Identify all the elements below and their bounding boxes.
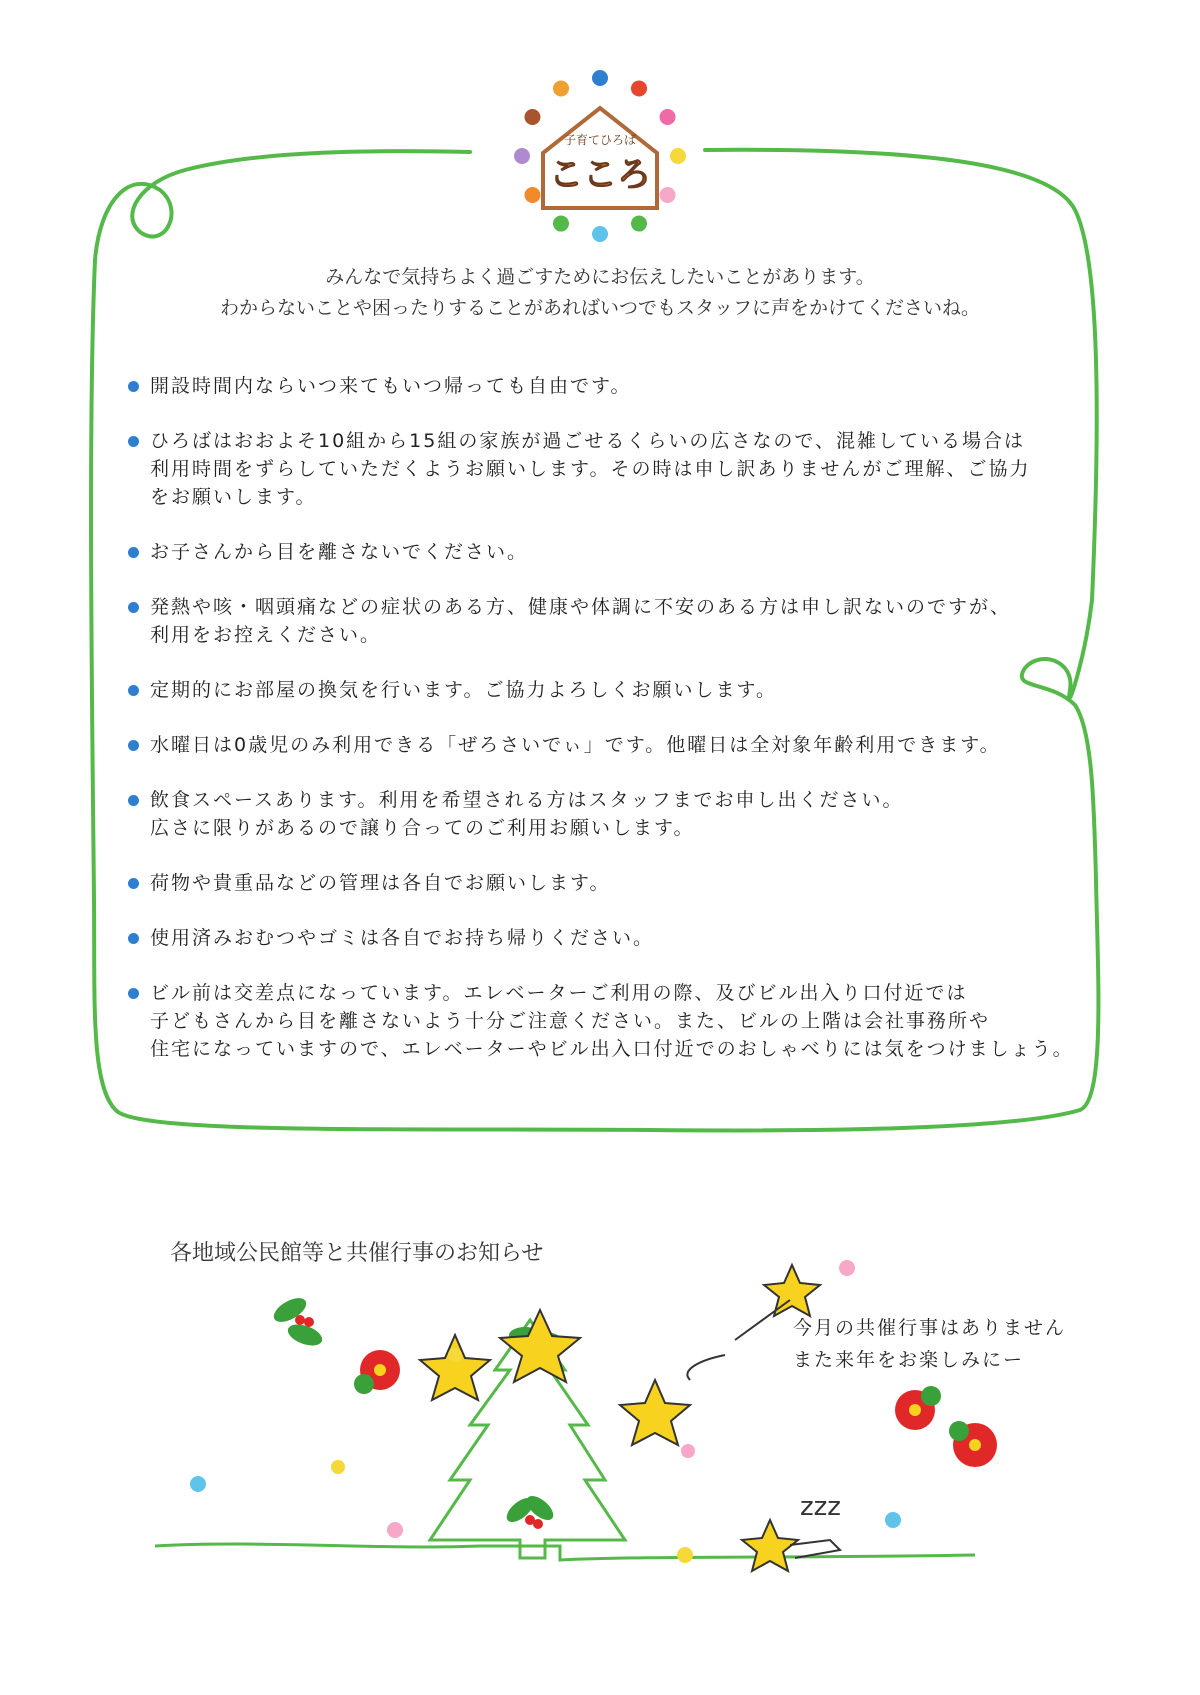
rules-list xyxy=(128,372,1088,1090)
flying-legs xyxy=(735,1300,790,1340)
rule-text-line: 水曜日は0歳児のみ利用できる「ぜろさいでぃ」です。他曜日は全対象年齢利用できます。 xyxy=(150,734,1001,756)
rule-text-line: 飲食スペースあります。利用を希望される方はスタッフまでお申し出ください。 xyxy=(150,789,904,811)
holly-icon xyxy=(503,1492,558,1529)
logo-dot xyxy=(524,109,540,125)
logo-dot xyxy=(631,216,647,232)
star-character-icon xyxy=(620,1380,690,1445)
logo-name: こころ xyxy=(549,155,651,195)
events-message-line-1: 今月の共催行事はありません xyxy=(793,1317,1067,1339)
rule-text-line: 利用をお控えください。 xyxy=(150,624,382,646)
rule-item xyxy=(128,538,1088,566)
rule-item xyxy=(128,372,1088,400)
logo-subtitle: 子育てひろば xyxy=(563,133,637,147)
rule-item xyxy=(128,869,1088,897)
intro-line-2: わからないことや困ったりすることがあればいつでもスタッフに声をかけてくださいね。 xyxy=(219,297,980,319)
confetti-dot xyxy=(190,1476,206,1492)
rule-text-line: 定期的にお部屋の換気を行います。ご協力よろしくお願いします。 xyxy=(150,679,777,701)
rule-item xyxy=(128,731,1088,759)
bullet-icon xyxy=(128,381,139,392)
rule-item xyxy=(128,676,1088,704)
logo-dot xyxy=(631,80,647,96)
poinsettia-icon xyxy=(354,1350,400,1394)
logo-dot xyxy=(592,226,608,242)
bullet-icon xyxy=(128,685,139,696)
logo-dot xyxy=(514,148,530,164)
intro-line-1: みんなで気持ちよく過ごすためにお伝えしたいことがあります。 xyxy=(325,266,875,288)
bullet-icon xyxy=(128,547,139,558)
bullet-icon xyxy=(128,602,139,613)
bullet-icon xyxy=(128,740,139,751)
confetti-dot xyxy=(387,1522,403,1538)
star-character-icon xyxy=(420,1335,490,1400)
events-message-line-2: また来年をお楽しみにー xyxy=(793,1349,1025,1371)
star-character-icon xyxy=(742,1520,798,1571)
logo-dot xyxy=(670,148,686,164)
confetti-dot xyxy=(839,1260,855,1276)
logo-dot xyxy=(660,187,676,203)
logo-dot xyxy=(553,80,569,96)
confetti-dot xyxy=(331,1460,345,1474)
confetti-dot xyxy=(681,1444,695,1458)
ground-line xyxy=(155,1544,975,1560)
intro-text xyxy=(130,262,1070,324)
star-character-icon xyxy=(500,1310,580,1382)
rule-text-line: お子さんから目を離さないでください。 xyxy=(150,541,529,563)
logo-dot xyxy=(592,70,608,86)
rule-text-line: 開設時間内ならいつ来てもいつ帰っても自由です。 xyxy=(150,375,632,397)
bullet-icon xyxy=(128,795,139,806)
rule-text-line: 発熱や咳・咽頭痛などの症状のある方、健康や体調に不安のある方は申し訳ないのですが、 xyxy=(150,596,1012,618)
motion-lines xyxy=(687,1355,725,1380)
rule-text-line: 子どもさんから目を離さないよう十分ご注意ください。また、ビルの上階は会社事務所や xyxy=(150,1010,991,1032)
rule-text-line: をお願いします。 xyxy=(150,486,317,508)
poinsettia-icon xyxy=(895,1386,941,1430)
confetti-dot xyxy=(677,1547,693,1563)
rule-item xyxy=(128,593,1088,649)
sleep-text: zzz xyxy=(800,1492,841,1522)
rule-item xyxy=(128,979,1088,1063)
logo-dot xyxy=(553,216,569,232)
rule-item xyxy=(128,924,1088,952)
rule-text-line: 利用時間をずらしていただくようお願いします。その時は申し訳ありませんがご理解、ご協力 xyxy=(150,458,1031,480)
logo-dot xyxy=(524,187,540,203)
confetti-dot xyxy=(448,1348,462,1362)
events-title: 各地域公民館等と共催行事のお知らせ xyxy=(170,1241,544,1266)
bullet-icon xyxy=(128,933,139,944)
rule-text-line: 住宅になっていますので、エレベーターやビル出入口付近でのおしゃべりには気をつけましょう。 xyxy=(150,1038,1074,1060)
bullet-icon xyxy=(128,436,139,447)
rule-text-line: 荷物や貴重品などの管理は各自でお願いします。 xyxy=(150,872,611,894)
confetti-dot xyxy=(885,1512,901,1528)
logo-dot xyxy=(660,109,676,125)
kokoro-logo xyxy=(505,68,695,248)
star-character-icon xyxy=(764,1265,820,1316)
rule-item xyxy=(128,786,1088,842)
christmas-scene xyxy=(0,1240,1200,1660)
rule-text-line: ひろばはおおよそ10組から15組の家族が過ごせるくらいの広さなので、混雑している場合は xyxy=(150,430,1025,452)
rule-item xyxy=(128,427,1088,511)
bullet-icon xyxy=(128,878,139,889)
poinsettia-icon xyxy=(949,1421,997,1467)
rule-text-line: 広さに限りがあるので譲り合ってのご利用お願いします。 xyxy=(150,817,695,839)
rule-text-line: 使用済みおむつやゴミは各自でお持ち帰りください。 xyxy=(150,927,655,949)
holly-icon xyxy=(270,1293,325,1349)
rule-text-line: ビル前は交差点になっています。エレベーターご利用の際、及びビル出入り口付近では xyxy=(150,982,968,1004)
bullet-icon xyxy=(128,988,139,999)
